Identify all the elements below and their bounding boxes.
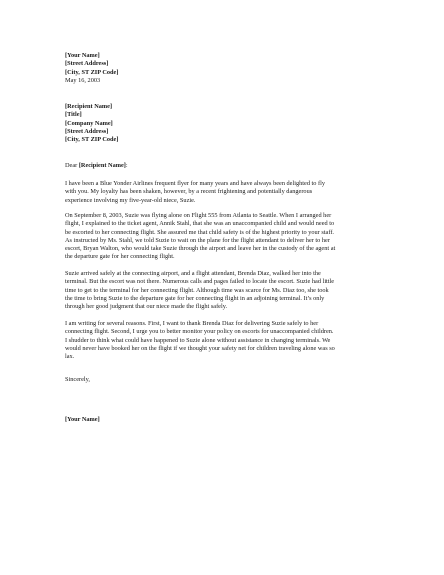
salutation bbox=[65, 162, 128, 170]
sender-city: [City, ST ZIP Code] bbox=[65, 68, 119, 76]
paragraph-line: experience involving my five-year-old niece, Suzie. bbox=[65, 196, 196, 204]
paragraph-line: would never have booked her on the flight if we thought your safety net for children traveling alone was so bbox=[65, 344, 335, 352]
recipient-city: [City, ST ZIP Code] bbox=[65, 136, 119, 144]
letter-date: May 16, 2003 bbox=[65, 76, 101, 84]
paragraph-line: lax. bbox=[65, 353, 75, 361]
paragraph-line: connecting flight. Second, I urge you to better monitor your policy on escorts for unaccompanied children. bbox=[65, 328, 334, 336]
paragraph-line: time to get to the terminal for her connecting flight. Although time was scarce for Ms. Diaz too, she took bbox=[65, 286, 329, 294]
body-paragraph-1 bbox=[65, 180, 415, 205]
paragraph-line: Suzie arrived safely at the connecting airport, and a flight attendant, Brenda Diaz, walked her into the bbox=[65, 270, 321, 277]
recipient-company: [Company Name] bbox=[65, 119, 113, 127]
recipient-title: [Title] bbox=[65, 111, 82, 119]
paragraph-line: flight, I explained to the ticket agent, Annik Stahl, that she was an unaccompanied child and would need to bbox=[65, 220, 335, 228]
paragraph-line: the departure gate for her connecting flight. bbox=[65, 253, 175, 261]
closing-text: Sincerely, bbox=[65, 376, 90, 383]
paragraph-line: I am writing for several reasons. First, I want to thank Brenda Diaz for delivering Suzie safely to her bbox=[65, 320, 319, 327]
paragraph-line: On September 8, 2003, Suzie was flying alone on Flight 555 from Atlanta to Seattle. When I arranged her bbox=[65, 212, 332, 219]
paragraph-line: the time to bring Suzie to the departure gate for her connecting flight in an adjoining terminal. It’s only bbox=[65, 294, 325, 302]
signature bbox=[65, 416, 100, 424]
recipient-name: [Recipient Name] bbox=[65, 103, 113, 110]
paragraph-line: through her good judgment that our niece made the flight safely. bbox=[65, 303, 228, 311]
recipient-block bbox=[65, 103, 118, 144]
salutation-suffix: : bbox=[125, 162, 128, 169]
paragraph-line: As instructed by Ms. Stahl, we told Suzie to wait on the plane for the flight attendant to deliver her to her bbox=[65, 236, 330, 244]
salutation-prefix: Dear bbox=[65, 162, 79, 169]
paragraph-line: I shudder to think what could have happened to Suzie alone without assistance in changing terminals. We bbox=[65, 336, 331, 344]
paragraph-line: escort, Bryan Walton, who would take Suzie through the airport and leave her in the custody of the agent at bbox=[65, 245, 336, 253]
body-paragraph-3 bbox=[65, 270, 415, 311]
paragraph-line: terminal. But the escort was not there. Numerous calls and pages failed to locate the escort. Suzie had little bbox=[65, 278, 335, 286]
signature-name: [Your Name] bbox=[65, 416, 100, 423]
salutation-name: [Recipient Name] bbox=[78, 162, 126, 169]
sender-block bbox=[65, 52, 118, 85]
paragraph-line: be escorted to her connecting flight. She assured me that child safety is of the highest priority to your staff. bbox=[65, 228, 335, 236]
sender-street: [Street Address] bbox=[65, 60, 109, 68]
sender-name: [Your Name] bbox=[65, 52, 100, 59]
paragraph-line: with you. My loyalty has been shaken, however, by a recent frightening and potentially dangerous bbox=[65, 188, 313, 196]
recipient-street: [Street Address] bbox=[65, 127, 109, 135]
paragraph-line: I have been a Blue Yonder Airlines frequent flyer for many years and have always been delighted to fly bbox=[65, 180, 326, 187]
body-paragraph-4 bbox=[65, 320, 415, 361]
body-paragraph-2 bbox=[65, 212, 415, 262]
closing bbox=[65, 376, 90, 384]
